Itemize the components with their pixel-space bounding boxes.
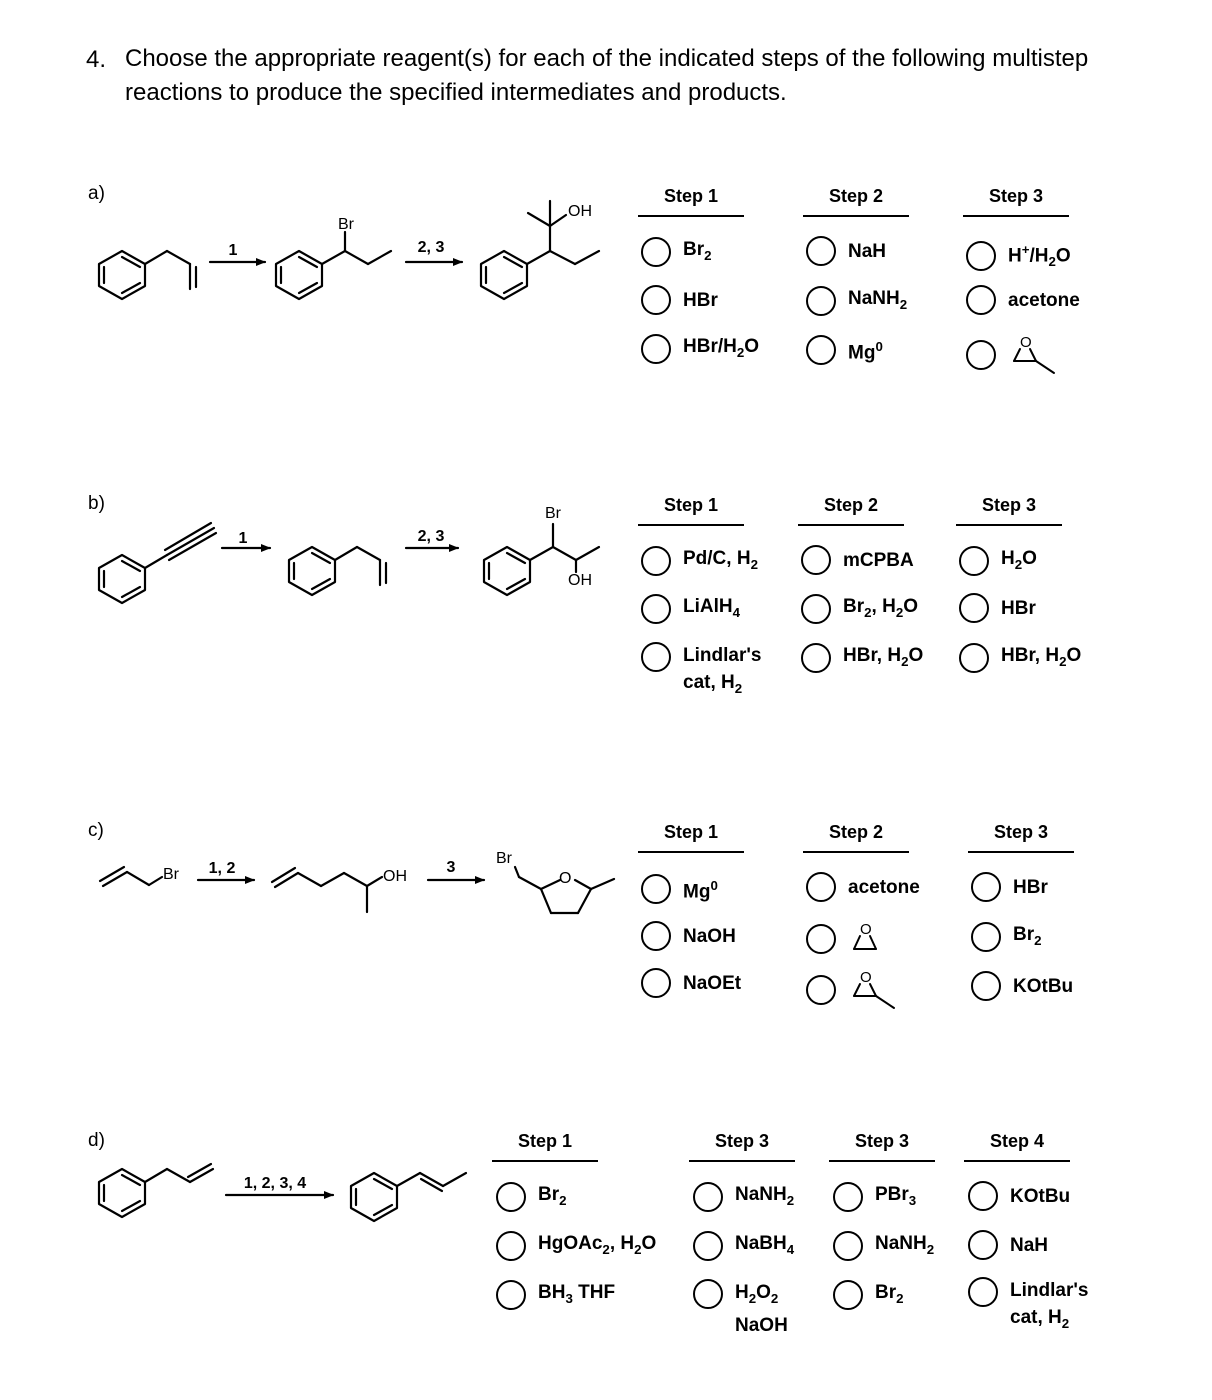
ethylene-oxide-structure (846, 921, 886, 957)
radio-button[interactable] (833, 1231, 863, 1261)
part-c-starting-material (100, 867, 162, 886)
radio-button[interactable] (641, 546, 671, 576)
radio-button[interactable] (801, 643, 831, 673)
part-d-step2-option-nabh4[interactable] (693, 1230, 794, 1263)
option-label: PBr$_3$ (875, 1184, 917, 1208)
radio-button[interactable] (801, 545, 831, 575)
part-d-step3-option-br2[interactable] (833, 1279, 904, 1312)
radio-button[interactable] (806, 286, 836, 316)
part-a-step2-header: Step 2 (803, 186, 909, 217)
part-a-step3-option-acetone[interactable] (966, 285, 1080, 315)
part-c-arrow-1-label: 1, 2 (208, 860, 236, 877)
part-c-arrow-2-label: 3 (446, 859, 456, 876)
option-label: LiAlH$_4$ (683, 596, 741, 620)
part-b-label: b) (88, 493, 105, 514)
part-b-arrow-2-label: 2, 3 (417, 528, 445, 545)
radio-button[interactable] (959, 593, 989, 623)
question-text: Choose the appropriate reagent(s) for each of the indicated steps of the following multistep reactions to produce the specified intermediates and products. (125, 45, 1089, 106)
part-b-step1-header: Step 1 (638, 495, 744, 526)
part-c-step3-option-br2[interactable] (971, 921, 1042, 954)
part-c-step1-option-mg[interactable] (641, 872, 718, 905)
part-a-step3-header: Step 3 (963, 186, 1069, 217)
propylene-oxide-structure (1006, 333, 1062, 377)
radio-button[interactable] (496, 1280, 526, 1310)
part-b-product-oh: OH (568, 572, 592, 589)
part-c-intermediate (272, 868, 382, 912)
part-c-step2-option-acetone[interactable] (806, 872, 920, 902)
radio-button[interactable] (806, 924, 836, 954)
option-label: HBr (683, 289, 718, 311)
radio-button[interactable] (641, 334, 671, 364)
option-label: NaNH$_2$ (875, 1233, 935, 1257)
option-label: NaNH$_2$ (848, 288, 908, 312)
radio-button[interactable] (971, 971, 1001, 1001)
part-d-step2-option-h2o2-naoh[interactable] (693, 1279, 788, 1339)
part-b-step3-option-h2o[interactable] (959, 545, 1037, 578)
radio-button[interactable] (641, 968, 671, 998)
radio-button[interactable] (959, 643, 989, 673)
radio-button[interactable] (641, 874, 671, 904)
part-b-intermediate (289, 547, 386, 595)
part-b-step2-option-br2-h2o[interactable] (801, 593, 918, 626)
radio-button[interactable] (693, 1182, 723, 1212)
radio-button[interactable] (833, 1182, 863, 1212)
part-d-starting-material (99, 1164, 213, 1217)
radio-button[interactable] (833, 1280, 863, 1310)
part-b-step1-option-lialh4[interactable] (641, 593, 740, 626)
radio-button[interactable] (496, 1231, 526, 1261)
part-c-step2-option-ethylene-oxide[interactable] (806, 921, 886, 957)
part-a-starting-material (99, 251, 196, 299)
question-number: 4. (86, 46, 107, 73)
radio-button[interactable] (966, 241, 996, 271)
part-c-product-br: Br (496, 850, 512, 867)
svg-text:O: O (860, 921, 872, 938)
radio-button[interactable] (959, 546, 989, 576)
option-label: acetone (1008, 289, 1080, 311)
part-a-step1-option-br2[interactable] (641, 236, 712, 269)
part-b-step1-option-pdc-h2[interactable] (641, 545, 758, 578)
part-d-step3-option-nanh2[interactable] (833, 1230, 934, 1263)
option-label: Mg$^0$ (683, 878, 718, 903)
part-a-step2-option-nah[interactable] (806, 236, 886, 266)
part-c-starting-br: Br (163, 866, 179, 883)
part-d-step3-header: Step 3 (829, 1131, 935, 1162)
option-label: Lindlar's cat, $H_2$ (683, 645, 762, 696)
radio-button[interactable] (641, 921, 671, 951)
part-c-intermediate-oh: OH (383, 868, 407, 885)
radio-button[interactable] (968, 1277, 998, 1307)
option-label: $Br_2$ (683, 239, 712, 263)
radio-button[interactable] (496, 1182, 526, 1212)
option-label: HBr, $H_2O$ (1001, 645, 1082, 669)
part-b-step3-option-hbr-h2o[interactable] (959, 642, 1081, 675)
part-b-product-br: Br (545, 505, 561, 522)
option-label: HBr, $H_2O$ (843, 645, 924, 669)
part-c-product-o: O (559, 870, 572, 887)
option-label: $H_2O$ (1001, 548, 1037, 572)
part-d-step4-option-nah[interactable] (968, 1230, 1048, 1260)
part-b-step3-header: Step 3 (956, 495, 1062, 526)
part-b-step1-option-lindlar[interactable] (641, 642, 761, 702)
part-a-label: a) (88, 183, 105, 204)
part-c-step3-option-kotbu[interactable] (971, 971, 1073, 1001)
radio-button[interactable] (641, 642, 671, 672)
part-d-step1-header: Step 1 (492, 1131, 598, 1162)
part-d-step1-option-bh3-thf[interactable] (496, 1279, 615, 1312)
part-b-step2-header: Step 2 (798, 495, 904, 526)
part-a-step2-option-nanh2[interactable] (806, 285, 907, 318)
radio-button[interactable] (806, 975, 836, 1005)
option-label: acetone (848, 876, 920, 898)
option-label: NaBH$_4$ (735, 1233, 795, 1257)
part-a-product-oh: OH (568, 203, 592, 220)
part-a-intermediate (276, 232, 391, 299)
propylene-oxide-structure (846, 968, 902, 1012)
option-label: Pd/C, $H_2$ (683, 548, 758, 572)
part-b-starting-material (99, 523, 216, 603)
option-label: HgOAc$_2$, $H_2O$ (538, 1233, 657, 1257)
part-d-arrow-label: 1, 2, 3, 4 (243, 1175, 307, 1192)
part-b-step3-option-hbr[interactable] (959, 593, 1036, 623)
option-label: NaOH (683, 925, 736, 947)
part-b-step2-option-hbr-h2o[interactable] (801, 642, 923, 675)
radio-button[interactable] (806, 872, 836, 902)
option-label: NaH (1010, 1234, 1049, 1256)
part-a-step1-option-hbr[interactable] (641, 285, 718, 315)
part-d-step4-option-lindlar[interactable] (968, 1277, 1088, 1337)
part-c-step2-option-propylene-oxide[interactable] (806, 968, 902, 1012)
part-c-step2-header: Step 2 (803, 822, 909, 853)
option-label: $Br_2$, $H_2O$ (843, 596, 918, 620)
part-a-step3-option-propylene-oxide[interactable] (966, 333, 1062, 377)
option-label: Mg$^0$ (848, 339, 883, 364)
svg-text:O: O (1020, 334, 1032, 351)
option-label: HBr/$H_2O$ (683, 336, 760, 360)
part-d-label: d) (88, 1130, 105, 1151)
part-d-step4-header: Step 4 (964, 1131, 1070, 1162)
part-a-step2-option-mg[interactable] (806, 333, 883, 366)
part-d-step4-option-kotbu[interactable] (968, 1181, 1070, 1211)
option-label: $H_2O_2$ NaOH (735, 1282, 788, 1336)
part-d-product (351, 1173, 466, 1221)
option-label: NaH (848, 240, 887, 262)
option-label: KOtBu (1010, 1185, 1071, 1207)
part-c-step3-option-hbr[interactable] (971, 872, 1048, 902)
radio-button[interactable] (966, 285, 996, 315)
part-c-step3-header: Step 3 (968, 822, 1074, 853)
part-b-arrow-1-label: 1 (238, 530, 248, 547)
radio-button[interactable] (693, 1231, 723, 1261)
part-c-label: c) (88, 820, 104, 841)
radio-button[interactable] (641, 594, 671, 624)
svg-text:O: O (860, 969, 872, 986)
part-d-step2-option-nanh2[interactable] (693, 1181, 794, 1214)
option-label: NaNH$_2$ (735, 1184, 795, 1208)
part-a-arrow-2-label: 2, 3 (417, 239, 445, 256)
part-b-step2-option-mcpba[interactable] (801, 545, 914, 575)
radio-button[interactable] (641, 237, 671, 267)
part-c-step1-header: Step 1 (638, 822, 744, 853)
part-d-step2-header: Step 3 (689, 1131, 795, 1162)
radio-button[interactable] (693, 1279, 723, 1309)
option-label: $Br_2$ (875, 1282, 904, 1306)
option-label: KOtBu (1013, 975, 1074, 997)
part-a-intermediate-br: Br (338, 216, 354, 233)
radio-button[interactable] (968, 1230, 998, 1260)
option-label: $Br_2$ (538, 1184, 567, 1208)
part-c-step1-option-naoh[interactable] (641, 921, 736, 951)
option-label: Lindlar's cat, $H_2$ (1010, 1280, 1089, 1331)
radio-button[interactable] (806, 335, 836, 365)
option-label: NaOEt (683, 972, 742, 994)
option-label: $H^+/H_2O$ (1008, 242, 1071, 270)
radio-button[interactable] (641, 285, 671, 315)
radio-button[interactable] (806, 236, 836, 266)
option-label: HBr (1013, 876, 1048, 898)
part-d-step3-option-pbr3[interactable] (833, 1181, 916, 1214)
radio-button[interactable] (801, 594, 831, 624)
part-c-step1-option-naoet[interactable] (641, 968, 741, 998)
part-a-arrow-1-label: 1 (228, 242, 238, 259)
radio-button[interactable] (971, 922, 1001, 952)
radio-button[interactable] (971, 872, 1001, 902)
part-d-step1-option-hgoac2[interactable] (496, 1230, 656, 1263)
part-d-step1-option-br2[interactable] (496, 1181, 567, 1214)
option-label: mCPBA (843, 549, 914, 571)
option-label: HBr (1001, 597, 1036, 619)
part-a-step1-header: Step 1 (638, 186, 744, 217)
part-a-step1-option-hbr-h2o[interactable] (641, 333, 759, 366)
part-a-step3-option-h3o[interactable] (966, 236, 1071, 275)
option-label: $BH_3$ THF (538, 1282, 616, 1306)
option-label: $Br_2$ (1013, 924, 1042, 948)
radio-button[interactable] (968, 1181, 998, 1211)
radio-button[interactable] (966, 340, 996, 370)
